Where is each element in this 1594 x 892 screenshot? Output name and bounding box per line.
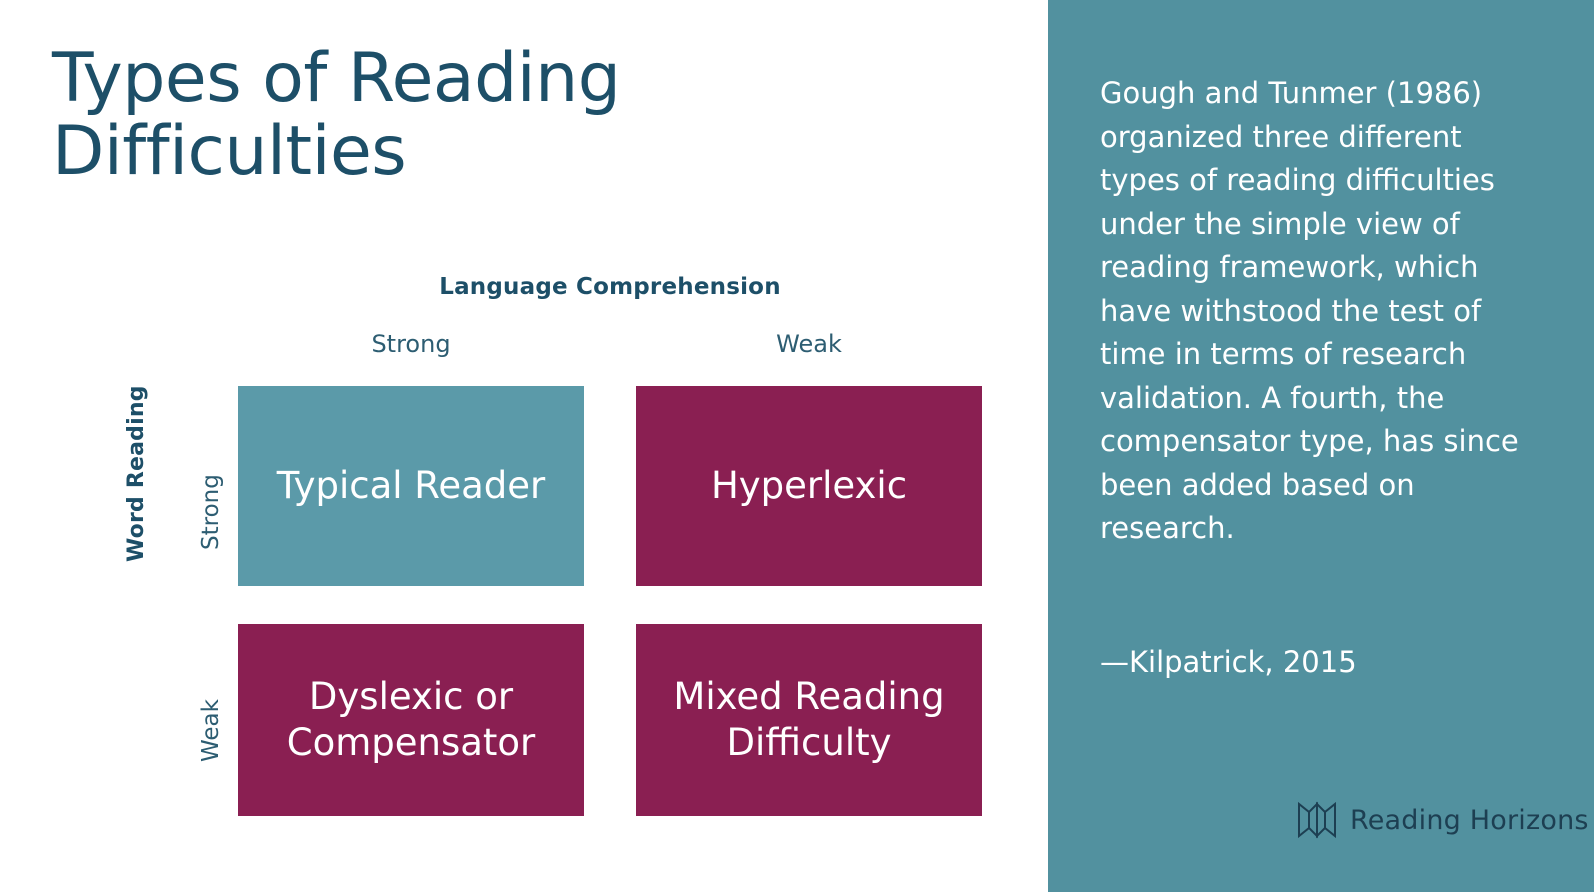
quote-panel bbox=[1048, 0, 1594, 892]
row-header-strong: Strong bbox=[198, 474, 224, 550]
matrix-cell-dyslexic-or-compensator: Dyslexic or Compensator bbox=[238, 624, 584, 816]
reading-horizons-logo-icon bbox=[1296, 800, 1338, 840]
matrix-cell-mixed-reading-difficulty: Mixed Reading Difficulty bbox=[636, 624, 982, 816]
quote-attribution: —Kilpatrick, 2015 bbox=[1100, 645, 1357, 679]
matrix-cell-hyperlexic: Hyperlexic bbox=[636, 386, 982, 586]
column-axis-label: Language Comprehension bbox=[439, 274, 781, 300]
row-header-weak: Weak bbox=[198, 699, 224, 762]
row-axis-label: Word Reading bbox=[124, 385, 149, 562]
reading-difficulty-matrix bbox=[120, 262, 1000, 822]
brand-logo bbox=[1296, 800, 1589, 840]
quote-body: Gough and Tunmer (1986) organized three different types of reading difficulties under the simple view of reading framework, which have withstood the test of time in terms of research validation. A fourth, the compensator type, has since been added based on research. bbox=[1100, 76, 1519, 545]
column-header-strong: Strong bbox=[371, 330, 451, 358]
matrix-cell-typical-reader: Typical Reader bbox=[238, 386, 584, 586]
page-title: Types of Reading Difficulties bbox=[52, 39, 621, 192]
brand-logo-text: Reading Horizons bbox=[1350, 804, 1589, 836]
column-header-weak: Weak bbox=[776, 330, 842, 358]
